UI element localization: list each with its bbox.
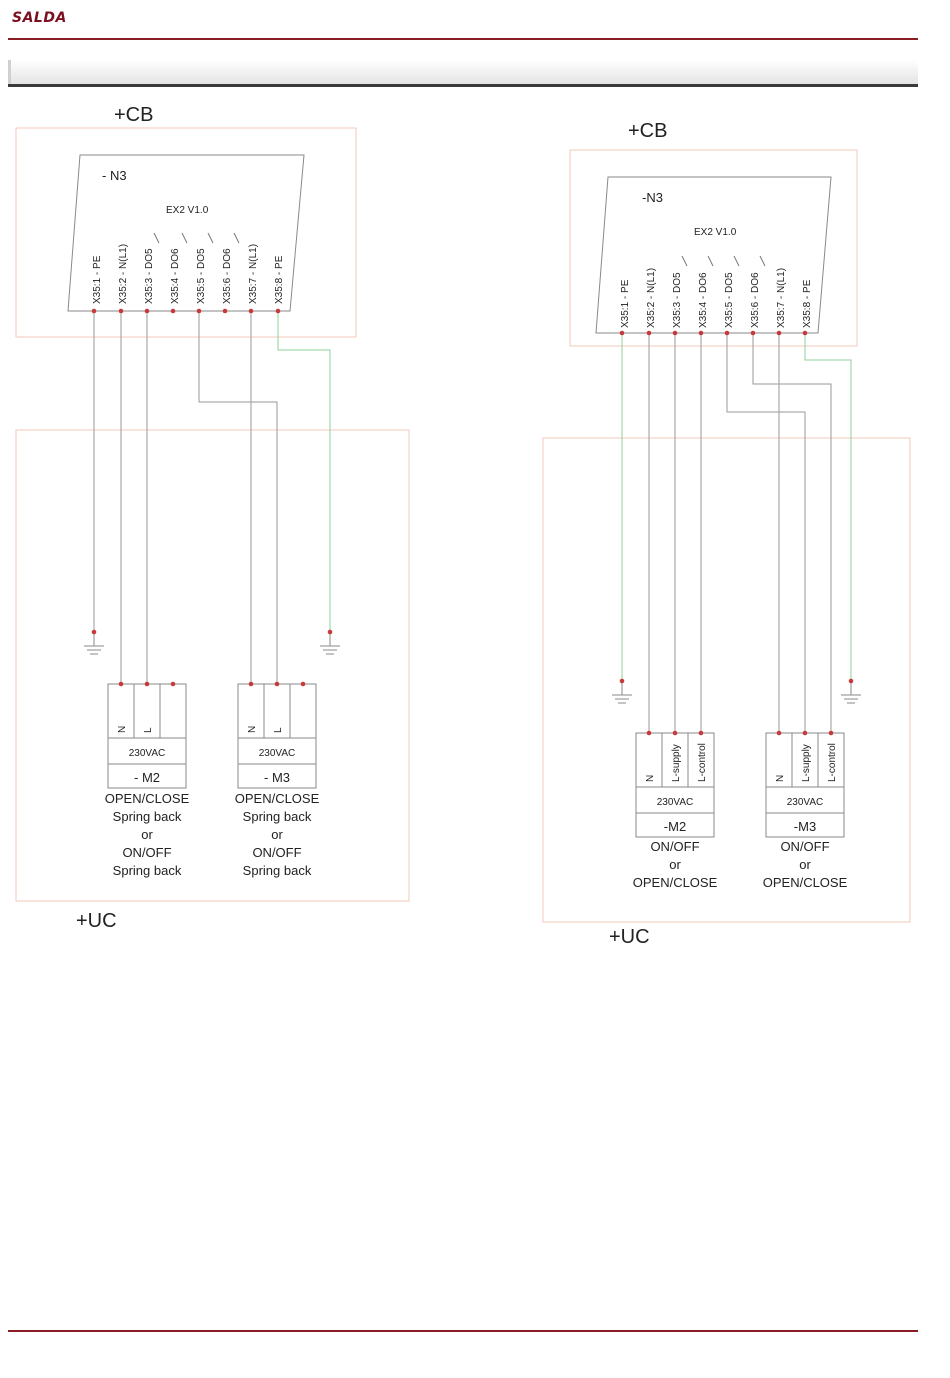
right-wire-lsupply-m3 [727,333,805,733]
left-m3-desc: Spring back [242,809,312,824]
left-terminal-label: X35:6 - DO6 [222,248,233,304]
left-ground-dot [92,630,97,635]
left-terminal-label: X35:5 - DO5 [196,248,207,304]
left-wire-pe2 [278,311,330,632]
right-m3-desc: or [799,857,811,872]
right-m3-pin-label: L-control [827,743,838,782]
right-terminal-label: X35:4 - DO6 [698,272,709,328]
left-actuator-m2 [105,682,190,878]
right-m3-pin-label: L-supply [801,744,812,782]
left-m3-pin-label: L [273,727,284,733]
right-m3-desc: ON/OFF [780,839,830,854]
left-ground-dot [328,630,333,635]
left-m2-desc: OPEN/CLOSE [104,791,190,806]
left-m2-voltage: 230VAC [128,748,166,759]
left-m3-desc: Spring back [242,863,312,878]
left-ground-symbol [320,632,340,654]
left-actuator-m3 [235,682,320,878]
left-m2-desc: Spring back [112,863,182,878]
left-m3-pin-label: N [247,725,258,733]
right-m2-desc: OPEN/CLOSE [632,875,718,890]
left-m2-desc: or [141,827,153,842]
left-uc-label: +UC [76,910,117,932]
right-ground-dot [620,679,625,684]
left-terminal-label: X35:4 - DO6 [170,248,181,304]
right-terminal-label: X35:8 - PE [802,279,813,328]
right-m2-desc: ON/OFF [650,839,700,854]
left-m2-name: - M2 [134,770,160,785]
right-m3-name: -M3 [793,819,817,834]
right-terminal-label: X35:7 - N(L1) [776,267,787,328]
right-m3-desc: OPEN/CLOSE [762,875,848,890]
right-terminal-label: X35:1 - PE [620,279,631,328]
left-m3-voltage: 230VAC [258,748,296,759]
right-ground-symbol [612,681,632,703]
right-uc-label: +UC [609,926,650,948]
left-m2-desc: Spring back [112,809,182,824]
left-diagram [16,104,409,932]
right-m2-pin-label: L-control [697,743,708,782]
left-uc-box [16,430,409,901]
right-terminal-label: X35:6 - DO6 [750,272,761,328]
right-m2-desc: or [669,857,681,872]
left-terminal-label: X35:1 - PE [92,255,103,304]
right-wire-pe2 [805,333,851,681]
right-controller-name: -N3 [642,190,663,205]
left-terminal-label: X35:8 - PE [274,255,285,304]
right-ground-symbol [841,681,861,703]
salda-logo: SALDA [12,10,67,26]
right-actuator-m3 [763,731,848,890]
left-terminal-label: X35:2 - N(L1) [118,243,129,304]
right-actuator-m2 [633,731,718,890]
right-terminal-label: X35:3 - DO5 [672,272,683,328]
left-m2-pin-label: N [117,725,128,733]
left-m3-desc: OPEN/CLOSE [234,791,320,806]
left-m3-desc: ON/OFF [252,845,302,860]
right-m2-pin-label: N [645,774,656,782]
left-controller-model: EX2 V1.0 [166,205,209,216]
right-wire-lcontrol-m3 [753,333,831,733]
right-m3-pin-label: N [775,774,786,782]
right-m2-name: -M2 [663,819,687,834]
right-uc-box [543,438,910,922]
right-terminal-label: X35:2 - N(L1) [646,267,657,328]
right-cb-label: +CB [628,120,668,142]
left-m2-desc: ON/OFF [122,845,172,860]
left-cb-label: +CB [114,104,154,126]
right-diagram [543,120,910,948]
left-controller-name: - N3 [102,168,127,183]
left-wire-l-m3 [199,311,277,684]
right-m3-voltage: 230VAC [786,797,824,808]
left-m2-pin-label: L [143,727,154,733]
right-m2-voltage: 230VAC [656,797,694,808]
right-terminal-label: X35:5 - DO5 [724,272,735,328]
left-m3-name: - M3 [264,770,290,785]
left-m3-desc: or [271,827,283,842]
left-ground-symbol [84,632,104,654]
left-terminal-label: X35:3 - DO5 [144,248,155,304]
right-controller-board [596,177,831,333]
right-m2-pin-label: L-supply [671,744,682,782]
left-terminal-label: X35:7 - N(L1) [248,243,259,304]
right-controller-model: EX2 V1.0 [694,227,737,238]
right-ground-dot [849,679,854,684]
